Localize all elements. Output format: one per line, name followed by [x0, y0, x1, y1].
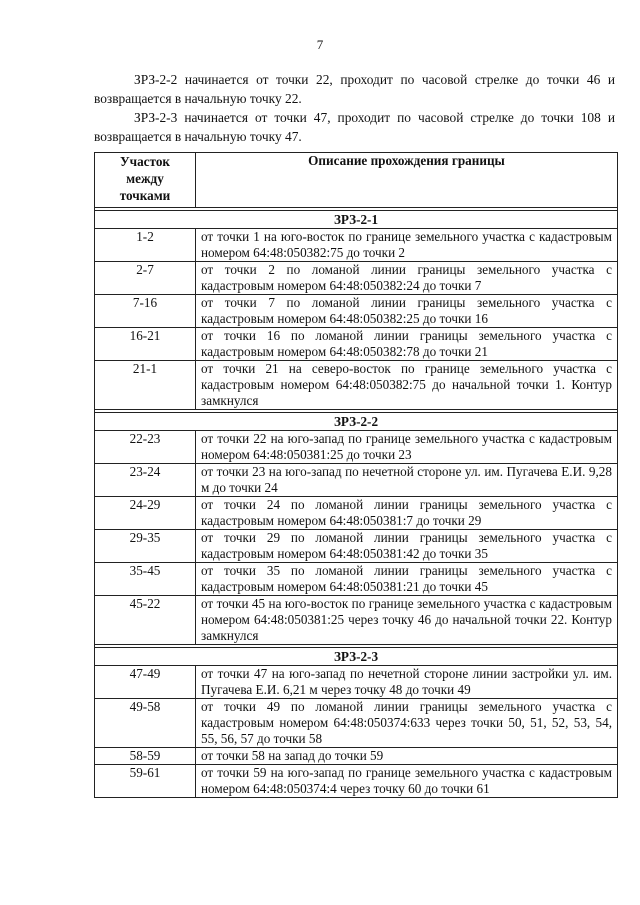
- header-segment: Участок между точками: [95, 153, 196, 208]
- section-title: ЗРЗ-2-2: [95, 413, 618, 431]
- section-header-row: [95, 211, 618, 229]
- description-cell: от точки 21 на северо-восток по границе земельного участка с кадастровым номером 64:48:050382:75 до начальной точки 1. Контур замкнулся: [196, 361, 618, 410]
- segment-cell: 47-49: [95, 666, 196, 699]
- header-description: Описание прохождения границы: [196, 153, 618, 208]
- table-header-row: [95, 153, 618, 208]
- segment-cell: 24-29: [95, 497, 196, 530]
- description-cell: от точки 24 по ломаной линии границы земельного участка с кадастровым номером 64:48:050381:7 до точки 29: [196, 497, 618, 530]
- segment-cell: 58-59: [95, 748, 196, 765]
- segment-cell: 49-58: [95, 699, 196, 748]
- table-row: [95, 699, 618, 748]
- description-cell: от точки 59 на юго-запад по границе земельного участка с кадастровым номером 64:48:050374:4 через точку 60 до точки 61: [196, 765, 618, 798]
- table-row: [95, 530, 618, 563]
- page-number: 7: [316, 37, 324, 52]
- table-row: [95, 497, 618, 530]
- description-cell: от точки 2 по ломаной линии границы земельного участка с кадастровым номером 64:48:050382:24 до точки 7: [196, 262, 618, 295]
- table-row: [95, 295, 618, 328]
- table-row: [95, 666, 618, 699]
- description-cell: от точки 49 по ломаной линии границы земельного участка с кадастровым номером 64:48:050374:633 через точки 50, 51, 52, 53, 54, 55, 56, 57 до точки 58: [196, 699, 618, 748]
- description-cell: от точки 7 по ломаной линии границы земельного участка с кадастровым номером 64:48:050382:25 до точки 16: [196, 295, 618, 328]
- intro-paragraph: ЗРЗ-2-2 начинается от точки 22, проходит по часовой стрелке до точки 46 и возвращается в начальную точку 22.: [94, 72, 615, 106]
- segment-cell: 2-7: [95, 262, 196, 295]
- table-row: [95, 361, 618, 410]
- description-cell: от точки 16 по ломаной линии границы земельного участка с кадастровым номером 64:48:050382:78 до точки 21: [196, 328, 618, 361]
- description-cell: от точки 23 на юго-запад по нечетной стороне ул. им. Пугачева Е.И. 9,28 м до точки 24: [196, 464, 618, 497]
- table-row: [95, 229, 618, 262]
- description-cell: от точки 29 по ломаной линии границы земельного участка с кадастровым номером 64:48:050381:42 до точки 35: [196, 530, 618, 563]
- description-cell: от точки 45 на юго-восток по границе земельного участка с кадастровым номером 64:48:050381:25 через точку 46 до начальной точки 22. Контур замкнулся: [196, 596, 618, 645]
- segment-cell: 16-21: [95, 328, 196, 361]
- table-body: [95, 208, 618, 798]
- segment-cell: 21-1: [95, 361, 196, 410]
- section-title: ЗРЗ-2-3: [95, 648, 618, 666]
- segment-cell: 45-22: [95, 596, 196, 645]
- segment-cell: 7-16: [95, 295, 196, 328]
- table-row: [95, 765, 618, 798]
- segment-cell: 23-24: [95, 464, 196, 497]
- table-row: [95, 431, 618, 464]
- segment-cell: 29-35: [95, 530, 196, 563]
- description-cell: от точки 35 по ломаной линии границы земельного участка с кадастровым номером 64:48:050381:21 до точки 45: [196, 563, 618, 596]
- table-row: [95, 328, 618, 361]
- table-row: [95, 596, 618, 645]
- section-header-row: [95, 413, 618, 431]
- segment-cell: 22-23: [95, 431, 196, 464]
- table-row: [95, 748, 618, 765]
- description-cell: от точки 1 на юго-восток по границе земельного участка с кадастровым номером 64:48:050382:75 до точки 2: [196, 229, 618, 262]
- table-row: [95, 563, 618, 596]
- segment-cell: 1-2: [95, 229, 196, 262]
- intro-paragraph: ЗРЗ-2-3 начинается от точки 47, проходит по часовой стрелке до точки 108 и возвращается в начальную точку 47.: [94, 110, 615, 144]
- intro-text: [94, 70, 615, 146]
- description-cell: от точки 47 на юго-запад по нечетной стороне линии застройки ул. им. Пугачева Е.И. 6,21 м через точку 48 до точки 49: [196, 666, 618, 699]
- description-cell: от точки 22 на юго-запад по границе земельного участка с кадастровым номером 64:48:050381:25 до точки 23: [196, 431, 618, 464]
- segment-cell: 35-45: [95, 563, 196, 596]
- section-title: ЗРЗ-2-1: [95, 211, 618, 229]
- description-cell: от точки 58 на запад до точки 59: [196, 748, 618, 765]
- boundary-table: [94, 152, 618, 798]
- section-header-row: [95, 648, 618, 666]
- segment-cell: 59-61: [95, 765, 196, 798]
- table-row: [95, 262, 618, 295]
- table-row: [95, 464, 618, 497]
